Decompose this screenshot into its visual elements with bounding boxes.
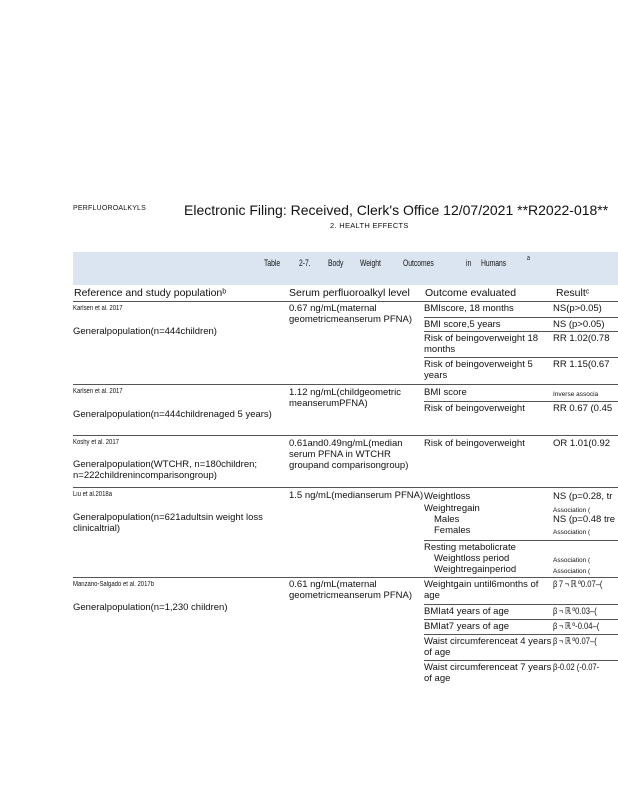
result-text: Association ( <box>553 529 591 536</box>
result-text: β ¬ ℝ º0.03–( <box>553 606 597 617</box>
column-header-row <box>73 285 618 302</box>
outcome-row <box>424 437 618 451</box>
study-citation: Liu et al.2018a <box>73 491 113 498</box>
study-citation: Karlsen et al. 2017 <box>73 305 123 312</box>
outcome-text: BMIat7 years of age <box>424 621 510 632</box>
study-citation: Manzano-Salgado et al. 2017b <box>73 581 155 588</box>
outcome-row <box>424 513 618 524</box>
outcome-text: BMI score <box>424 387 467 398</box>
col-result: Resultᶜ <box>556 287 590 299</box>
outcome-row <box>424 552 618 563</box>
result-text: Association ( <box>553 557 591 564</box>
outcome-row <box>424 578 618 603</box>
serum-level: 0.61and0.49ng/mL(median serum PFNA in WTCHR groupand comparisongroup) <box>289 438 409 471</box>
outcome-row <box>424 524 618 535</box>
outcome-text: Waist circumferenceat 7 years of age <box>424 662 552 684</box>
outcome-row <box>424 331 618 357</box>
col-outcome: Outcome evaluated <box>425 287 517 299</box>
outcome-text: Weightregain <box>424 503 480 514</box>
table-row-group <box>73 578 618 690</box>
serum-level: 0.67 ng/mL(maternal geometricmeanserum PFNA) <box>289 303 413 325</box>
outcome-text: Weightloss period <box>434 553 510 564</box>
outcome-text: Weightgain until6months of age <box>424 579 539 601</box>
result-text: NS(p>0.05) <box>553 303 602 314</box>
study-population: Generalpopulation(n=1,230 children) <box>73 602 228 613</box>
table-row-group <box>73 436 618 488</box>
caption-word: Body <box>328 258 344 268</box>
outcomes-table <box>73 252 618 690</box>
result-text: Association ( <box>553 568 591 575</box>
serum-level: 0.61 ng/mL(maternal geometricmeanserum PFNA) <box>289 579 413 601</box>
caption-word: Outcomes <box>403 258 434 268</box>
outcome-row <box>424 317 618 331</box>
caption-footnote: a <box>527 255 530 262</box>
study-population: Generalpopulation(n=621adultsin weight loss clinicaltrial) <box>73 512 263 534</box>
result-text: Inverse associa <box>553 391 599 398</box>
outcome-row <box>424 386 618 400</box>
result-text: β 7 ¬ ℝ º0.07–( <box>553 579 603 590</box>
header-left-label: PERFLUOROALKYLS <box>73 205 147 212</box>
outcome-text: BMI score,5 years <box>424 319 501 330</box>
outcome-text: BMIat4 years of age <box>424 606 510 617</box>
caption-word: in <box>466 258 472 268</box>
serum-level: 1.5 ng/mL(medianserum PFNA) <box>289 490 424 501</box>
table-caption <box>73 252 618 285</box>
serum-level: 1.12 ng/mL(childgeometric meanserumPFNA) <box>289 387 401 409</box>
outcome-text: Females <box>434 525 471 536</box>
outcome-text: Weightloss <box>424 491 471 502</box>
outcome-row <box>424 540 618 552</box>
outcome-row <box>424 619 618 634</box>
filing-title: Electronic Filing: Received, Clerk's Office 12/07/2021 **R2022-018** <box>184 202 609 218</box>
outcome-text: Risk of beingoverweight 5 years <box>424 359 533 381</box>
outcome-text: Resting metabolicrate <box>424 542 516 553</box>
outcome-row <box>424 357 618 384</box>
outcome-text: Risk of beingoverweight <box>424 438 525 449</box>
outcome-text: Males <box>434 514 460 525</box>
result-text: β ¬ ℝ º0.07–( <box>553 636 597 647</box>
result-text: NS (p>0.05) <box>553 319 605 330</box>
outcome-text: Weightregainperiod <box>434 564 517 575</box>
study-citation: Koshy et al. 2017 <box>73 439 119 446</box>
result-text: β ¬ ℝ º-0.04–( <box>553 621 600 632</box>
result-text: NS (p=0.28, tr <box>553 491 613 502</box>
outcome-row <box>424 604 618 619</box>
outcome-text: BMIscore, 18 months <box>424 303 514 314</box>
result-text: RR 0.67 (0.45 <box>553 403 613 414</box>
outcome-row <box>424 634 618 660</box>
table-row-group <box>73 302 618 385</box>
outcome-row <box>424 401 618 416</box>
result-text: RR 1.02(0.78 <box>553 333 610 344</box>
outcome-row <box>424 563 618 574</box>
result-text: OR 1.01(0.92 <box>553 438 611 449</box>
outcome-row <box>424 302 618 316</box>
outcome-text: Risk of beingoverweight 18 months <box>424 333 539 355</box>
table-row-group <box>73 385 618 436</box>
result-text: β-0.02 (-0.07- <box>553 662 600 673</box>
table-row-group <box>73 488 618 578</box>
study-population: Generalpopulation(n=444children) <box>73 326 217 337</box>
result-text: NS (p=0.48 tre <box>553 514 616 525</box>
col-serum: Serum perfluoroalkyl level <box>289 287 410 299</box>
outcome-text: Risk of beingoverweight <box>424 403 525 414</box>
section-heading: 2. HEALTH EFFECTS <box>330 221 409 230</box>
caption-word: Humans <box>481 258 507 268</box>
study-citation: Karlsen et al. 2017 <box>73 388 123 395</box>
outcome-text: Waist circumferenceat 4 years of age <box>424 636 552 658</box>
outcome-row <box>424 502 618 513</box>
caption-word: Weight <box>360 258 381 268</box>
col-reference: Reference and study populationᵇ <box>74 287 227 299</box>
study-population: Generalpopulation(n=444childrenaged 5 years) <box>73 409 272 420</box>
outcome-row <box>424 660 618 687</box>
result-text: Association ( <box>553 507 591 514</box>
caption-number: 2-7. <box>299 258 311 268</box>
caption-table-word: Table <box>264 258 281 268</box>
study-population: Generalpopulation(WTCHR, n=180children; n=222childrenincomparisongroup) <box>73 459 258 481</box>
result-text: RR 1.15(0.67 <box>553 359 610 370</box>
